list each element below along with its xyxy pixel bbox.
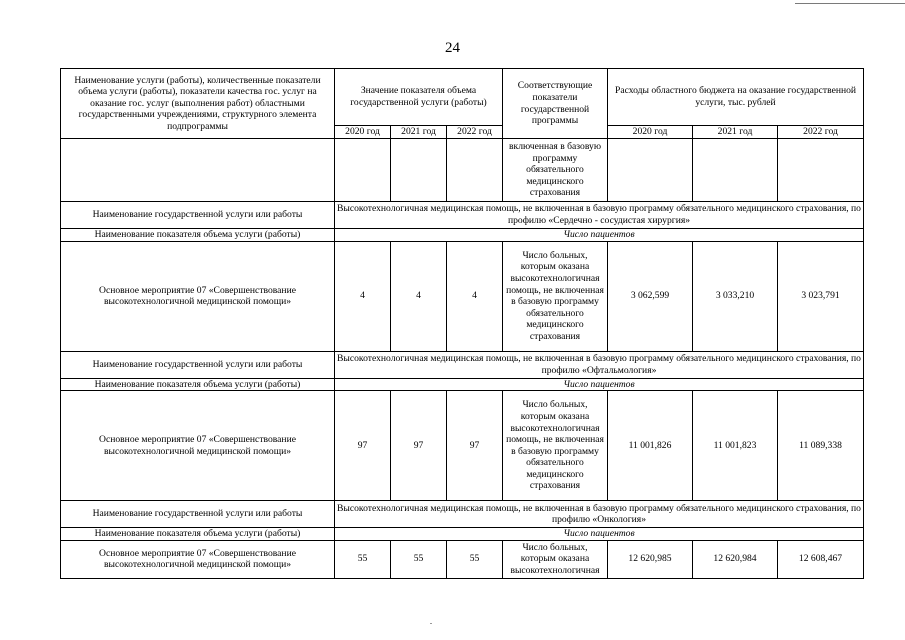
indicator-name: Число пациентов [335, 528, 864, 541]
value-cell: 97 [447, 391, 503, 501]
value-cell: 97 [391, 391, 447, 501]
expense-cell: 12 620,984 [693, 540, 778, 578]
header-program-indicators: Соответствующие показатели государственной программы [503, 69, 608, 139]
indicator-label: Наименование показателя объема услуги (работы) [61, 528, 335, 541]
service-name: Высокотехнологичная медицинская помощь, не включенная в базовую программу обязательного медицинского страхования, по профилю «Онкология» [335, 501, 864, 528]
empty-cell [335, 139, 391, 202]
measure-row [61, 391, 864, 501]
header-service-name: Наименование услуги (работы), количественные показатели объема услуги (работы), показатели качества гос. услуг на оказание гос. услуг (выполнения работ) областными государственными учреждениями, структурного элемента подпрограммы [61, 69, 335, 139]
service-row [61, 202, 864, 229]
indicator-row [61, 528, 864, 541]
expense-cell: 3 062,599 [608, 241, 693, 351]
service-name: Высокотехнологичная медицинская помощь, не включенная в базовую программу обязательного медицинского страхования, по профилю «Офтальмология» [335, 351, 864, 378]
empty-cell [61, 139, 335, 202]
header-row [61, 69, 864, 126]
indicator-row [61, 378, 864, 391]
value-cell: 97 [335, 391, 391, 501]
measure-row [61, 540, 864, 578]
expense-cell: 11 089,338 [778, 391, 864, 501]
empty-cell [391, 139, 447, 202]
service-label: Наименование государственной услуги или работы [61, 351, 335, 378]
expense-cell: 11 001,823 [693, 391, 778, 501]
service-label: Наименование государственной услуги или работы [61, 202, 335, 229]
expense-cell: 11 001,826 [608, 391, 693, 501]
top-rule [795, 3, 905, 4]
program-indicator-cell: Число больных, которым оказана высокотехнологичная помощь, не включенная в базовую программу обязательного медицинского страхования [503, 241, 608, 351]
value-cell: 55 [391, 540, 447, 578]
expense-cell: 12 620,985 [608, 540, 693, 578]
header-indicator-value: Значение показателя объема государственной услуги (работы) [335, 69, 503, 126]
indicator-label: Наименование показателя объема услуги (работы) [61, 229, 335, 242]
expense-cell: 12 608,467 [778, 540, 864, 578]
header-year: 2020 год [608, 126, 693, 139]
header-year: 2021 год [693, 126, 778, 139]
header-year: 2022 год [778, 126, 864, 139]
value-cell: 55 [447, 540, 503, 578]
measure-name: Основное мероприятие 07 «Совершенствование высокотехнологичной медицинской помощи» [61, 391, 335, 501]
program-indicator-cell: Число больных, которым оказана высокотехнологичная [503, 540, 608, 578]
program-indicator-cell: включенная в базовую программу обязательного медицинского страхования [503, 139, 608, 202]
service-row [61, 501, 864, 528]
value-cell: 4 [447, 241, 503, 351]
empty-cell [778, 139, 864, 202]
measure-row [61, 241, 864, 351]
empty-cell [447, 139, 503, 202]
value-cell: 4 [391, 241, 447, 351]
continuation-row [61, 139, 864, 202]
indicator-name: Число пациентов [335, 229, 864, 242]
indicator-name: Число пациентов [335, 378, 864, 391]
header-expenses: Расходы областного бюджета на оказание государственной услуги, тыс. рублей [608, 69, 864, 126]
value-cell: 55 [335, 540, 391, 578]
empty-cell [608, 139, 693, 202]
budget-table [60, 68, 864, 579]
program-indicator-cell: Число больных, которым оказана высокотехнологичная помощь, не включенная в базовую программу обязательного медицинского страхования [503, 391, 608, 501]
measure-name: Основное мероприятие 07 «Совершенствование высокотехнологичной медицинской помощи» [61, 540, 335, 578]
header-year: 2022 год [447, 126, 503, 139]
value-cell: 4 [335, 241, 391, 351]
scan-speck [430, 623, 432, 624]
header-year: 2020 год [335, 126, 391, 139]
service-row [61, 351, 864, 378]
indicator-row [61, 229, 864, 242]
header-year: 2021 год [391, 126, 447, 139]
expense-cell: 3 023,791 [778, 241, 864, 351]
page-number: 24 [445, 40, 460, 56]
indicator-label: Наименование показателя объема услуги (работы) [61, 378, 335, 391]
service-name: Высокотехнологичная медицинская помощь, не включенная в базовую программу обязательного медицинского страхования, по профилю «Сердечно - сосудистая хирургия» [335, 202, 864, 229]
empty-cell [693, 139, 778, 202]
service-label: Наименование государственной услуги или работы [61, 501, 335, 528]
measure-name: Основное мероприятие 07 «Совершенствование высокотехнологичной медицинской помощи» [61, 241, 335, 351]
expense-cell: 3 033,210 [693, 241, 778, 351]
